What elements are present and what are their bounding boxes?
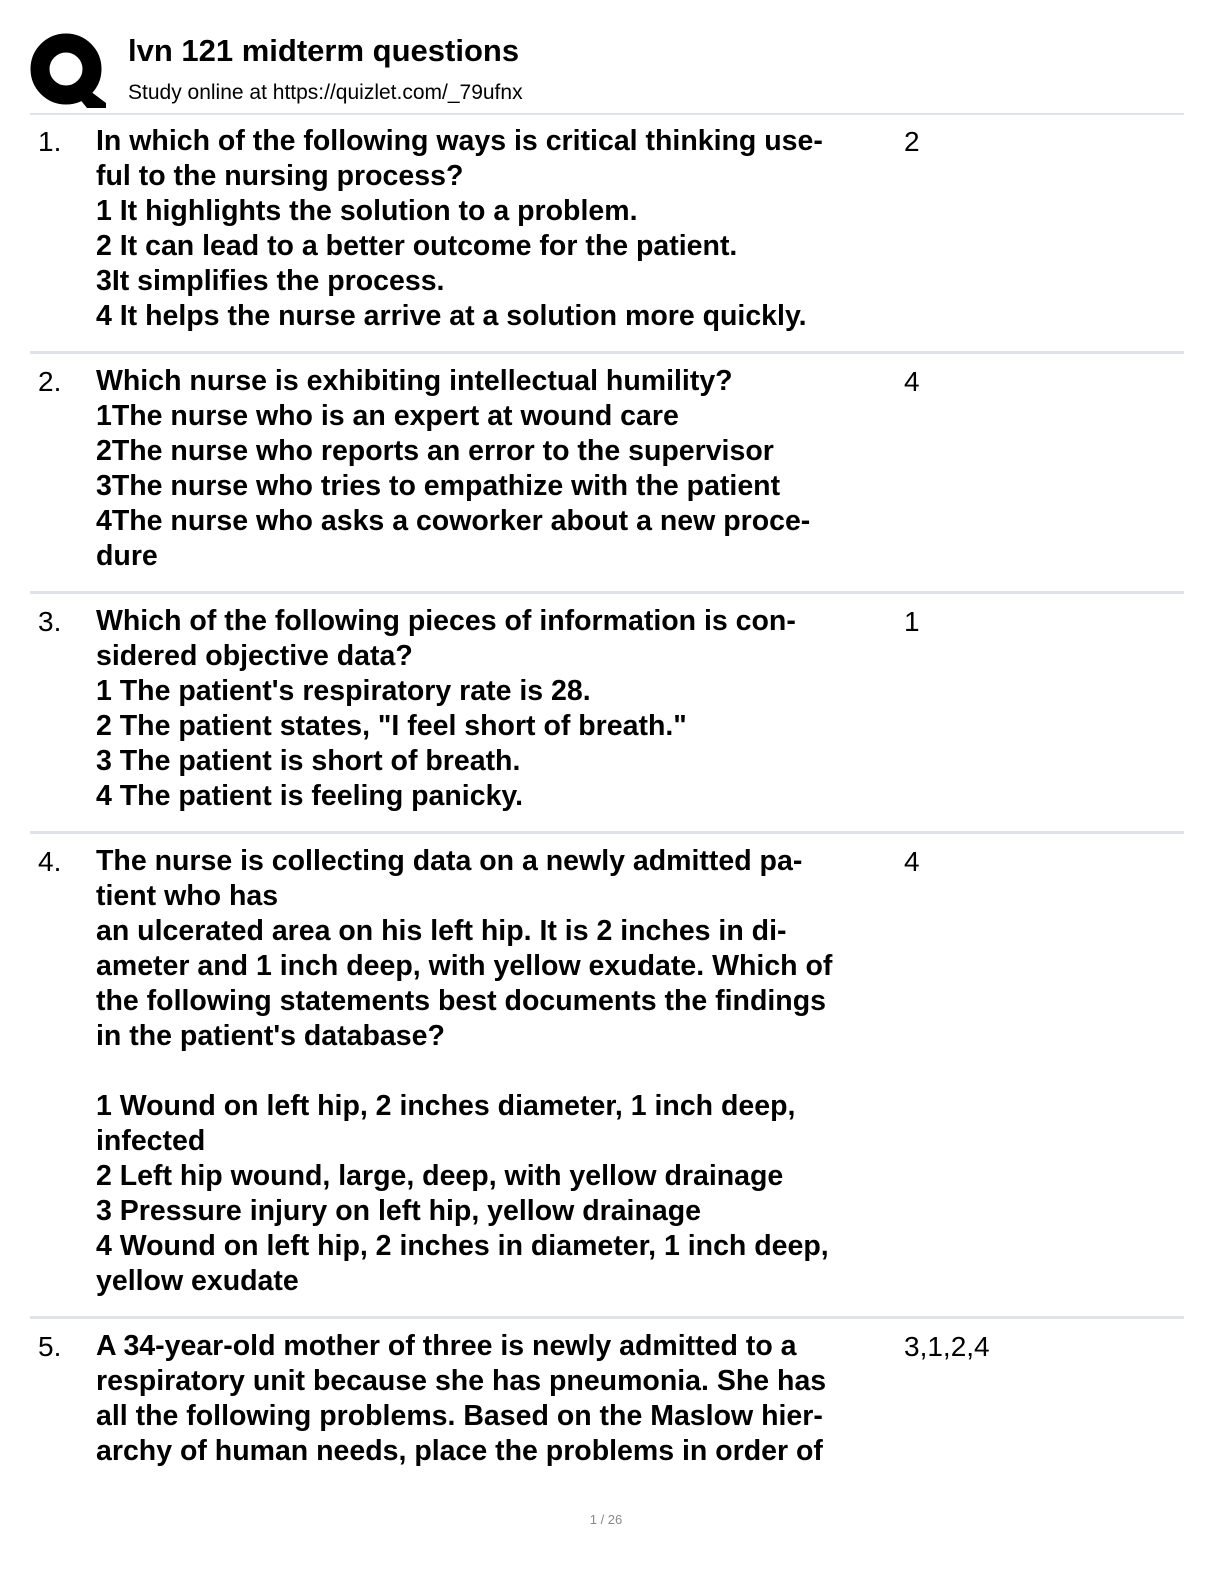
question-number: 2. — [38, 366, 62, 397]
question-line: sidered objective data? — [96, 640, 413, 672]
question-line: infected — [96, 1125, 206, 1157]
question-line: The nurse is collecting data on a newly admitted pa- — [96, 845, 803, 877]
question-number: 1. — [38, 126, 62, 157]
question-line: archy of human needs, place the problems in order of — [96, 1435, 823, 1467]
question-text — [96, 364, 902, 574]
question-item — [0, 594, 1224, 834]
question-text — [96, 844, 902, 1299]
question-line: respiratory unit because she has pneumonia. She has — [96, 1365, 827, 1397]
question-item — [0, 1319, 1224, 1489]
question-line: ameter and 1 inch deep, with yellow exudate. Which of — [96, 950, 833, 982]
question-line: 3 Pressure injury on left hip, yellow drainage — [96, 1195, 701, 1227]
question-text — [96, 1329, 902, 1469]
study-online-link[interactable]: Study online at https://quizlet.com/_79ufnx — [128, 81, 523, 104]
question-line: tient who has — [96, 880, 279, 912]
question-line: dure — [96, 540, 158, 572]
question-item — [0, 354, 1224, 594]
question-line: the following statements best documents the findings — [96, 985, 826, 1017]
question-line: ful to the nursing process? — [96, 160, 464, 192]
question-line — [96, 1054, 902, 1089]
question-line: A 34-year-old mother of three is newly admitted to a — [96, 1330, 797, 1362]
answer-text: 4 — [904, 366, 920, 397]
quizlet-logo-icon — [30, 32, 106, 108]
answer-text: 2 — [904, 126, 920, 157]
question-text — [96, 124, 902, 334]
question-line: In which of the following ways is critical thinking use- — [96, 125, 823, 157]
question-number: 3. — [38, 606, 62, 637]
answer-text: 1 — [904, 606, 920, 637]
header-divider — [30, 113, 1184, 115]
question-list — [0, 124, 1224, 1489]
question-line: yellow exudate — [96, 1265, 299, 1297]
question-line: 2 Left hip wound, large, deep, with yellow drainage — [96, 1160, 784, 1192]
question-line: in the patient's database? — [96, 1020, 445, 1052]
question-text — [96, 604, 902, 814]
question-line: 4The nurse who asks a coworker about a new proce- — [96, 505, 811, 537]
page-indicator: 1 / 26 — [589, 1512, 623, 1527]
question-number: 5. — [38, 1331, 62, 1362]
question-line: an ulcerated area on his left hip. It is 2 inches in di- — [96, 915, 787, 947]
question-line: 2 It can lead to a better outcome for the patient. — [96, 230, 738, 262]
question-line: 2The nurse who reports an error to the supervisor — [96, 435, 774, 467]
question-line: 1 Wound on left hip, 2 inches diameter, 1 inch deep, — [96, 1090, 796, 1122]
question-line: 4 The patient is feeling panicky. — [96, 780, 524, 812]
question-line: 1 It highlights the solution to a problem. — [96, 195, 638, 227]
question-line: 4 Wound on left hip, 2 inches in diameter, 1 inch deep, — [96, 1230, 829, 1262]
question-line: Which nurse is exhibiting intellectual humility? — [96, 365, 733, 397]
question-item — [0, 124, 1224, 354]
question-line: 1 The patient's respiratory rate is 28. — [96, 675, 591, 707]
question-line: 3It simplifies the process. — [96, 265, 445, 297]
answer-text: 4 — [904, 846, 920, 877]
question-line: 1The nurse who is an expert at wound care — [96, 400, 679, 432]
question-line: 4 It helps the nurse arrive at a solution more quickly. — [96, 300, 807, 332]
question-item — [0, 834, 1224, 1319]
document-title: lvn 121 midterm questions — [128, 33, 520, 68]
question-line: all the following problems. Based on the Maslow hier- — [96, 1400, 823, 1432]
question-line: 3The nurse who tries to empathize with the patient — [96, 470, 781, 502]
question-line: 3 The patient is short of breath. — [96, 745, 521, 777]
answer-text: 3,1,2,4 — [904, 1331, 990, 1362]
question-number: 4. — [38, 846, 62, 877]
question-line: 2 The patient states, "I feel short of breath." — [96, 710, 687, 742]
question-line: Which of the following pieces of information is con- — [96, 605, 796, 637]
